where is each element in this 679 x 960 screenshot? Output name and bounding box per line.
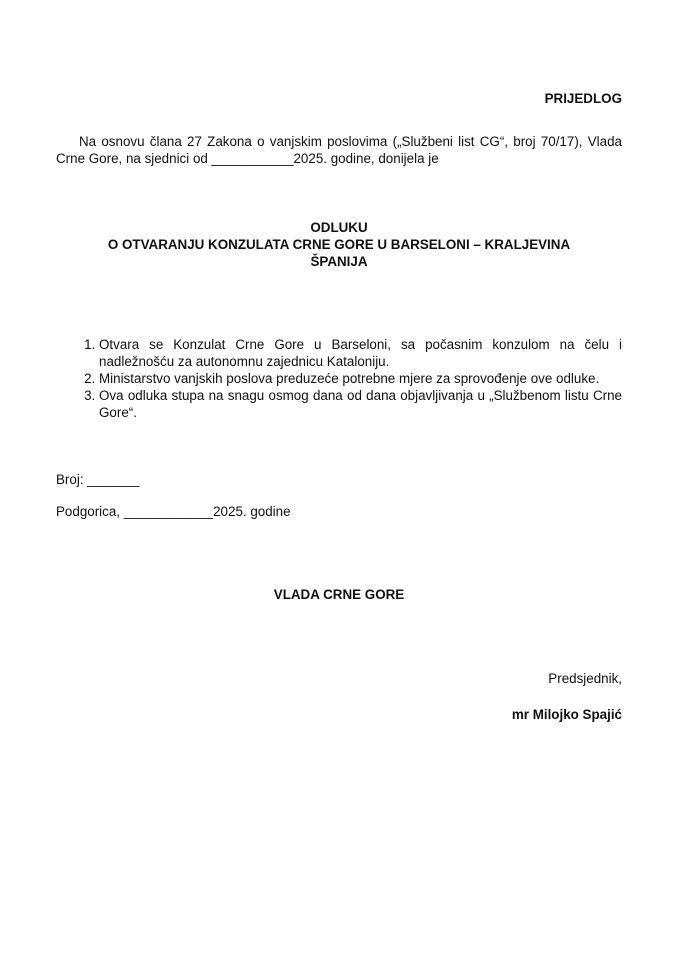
signatory-name: mr Milojko Spajić [511,707,622,722]
title-line-1: ODLUKU [310,220,368,235]
signatory-title: Predsjednik, [548,671,622,686]
point-item: 3. Ova odluka stupa na snagu osmog dana od dana objavljivanja u „Službenom listu Crne Gore“. [99,387,622,421]
document-label: PRIJEDLOG [544,91,622,106]
intro-text: Na osnovu člana 27 Zakona o vanjskim poslovima („Službeni list CG“, broj 70/17), Vlada Crne Gore, na sjednici od ___________2025. godine, donijela je [56,134,622,166]
point-item: 1. Otvara se Konzulat Crne Gore u Barseloni, sa počasnim konzulom na čelu i nadležnošću za autonomnu zajednicu Kataloniju. [99,336,622,370]
reference-number: Broj: _______ [56,472,140,487]
institution-name: VLADA CRNE GORE [273,587,405,602]
title-line-3: ŠPANIJA [310,254,368,269]
decision-points [56,336,622,421]
point-item: 2. Ministarstvo vanjskih poslova preduzeće potrebne mjere za sprovođenje ove odluke. [99,370,622,387]
intro-paragraph [56,133,622,167]
decision-title [56,219,622,270]
title-line-2: O OTVARANJU KONZULATA CRNE GORE U BARSELONI – KRALJEVINA [107,237,571,252]
place-date: Podgorica, ____________2025. godine [56,504,291,519]
